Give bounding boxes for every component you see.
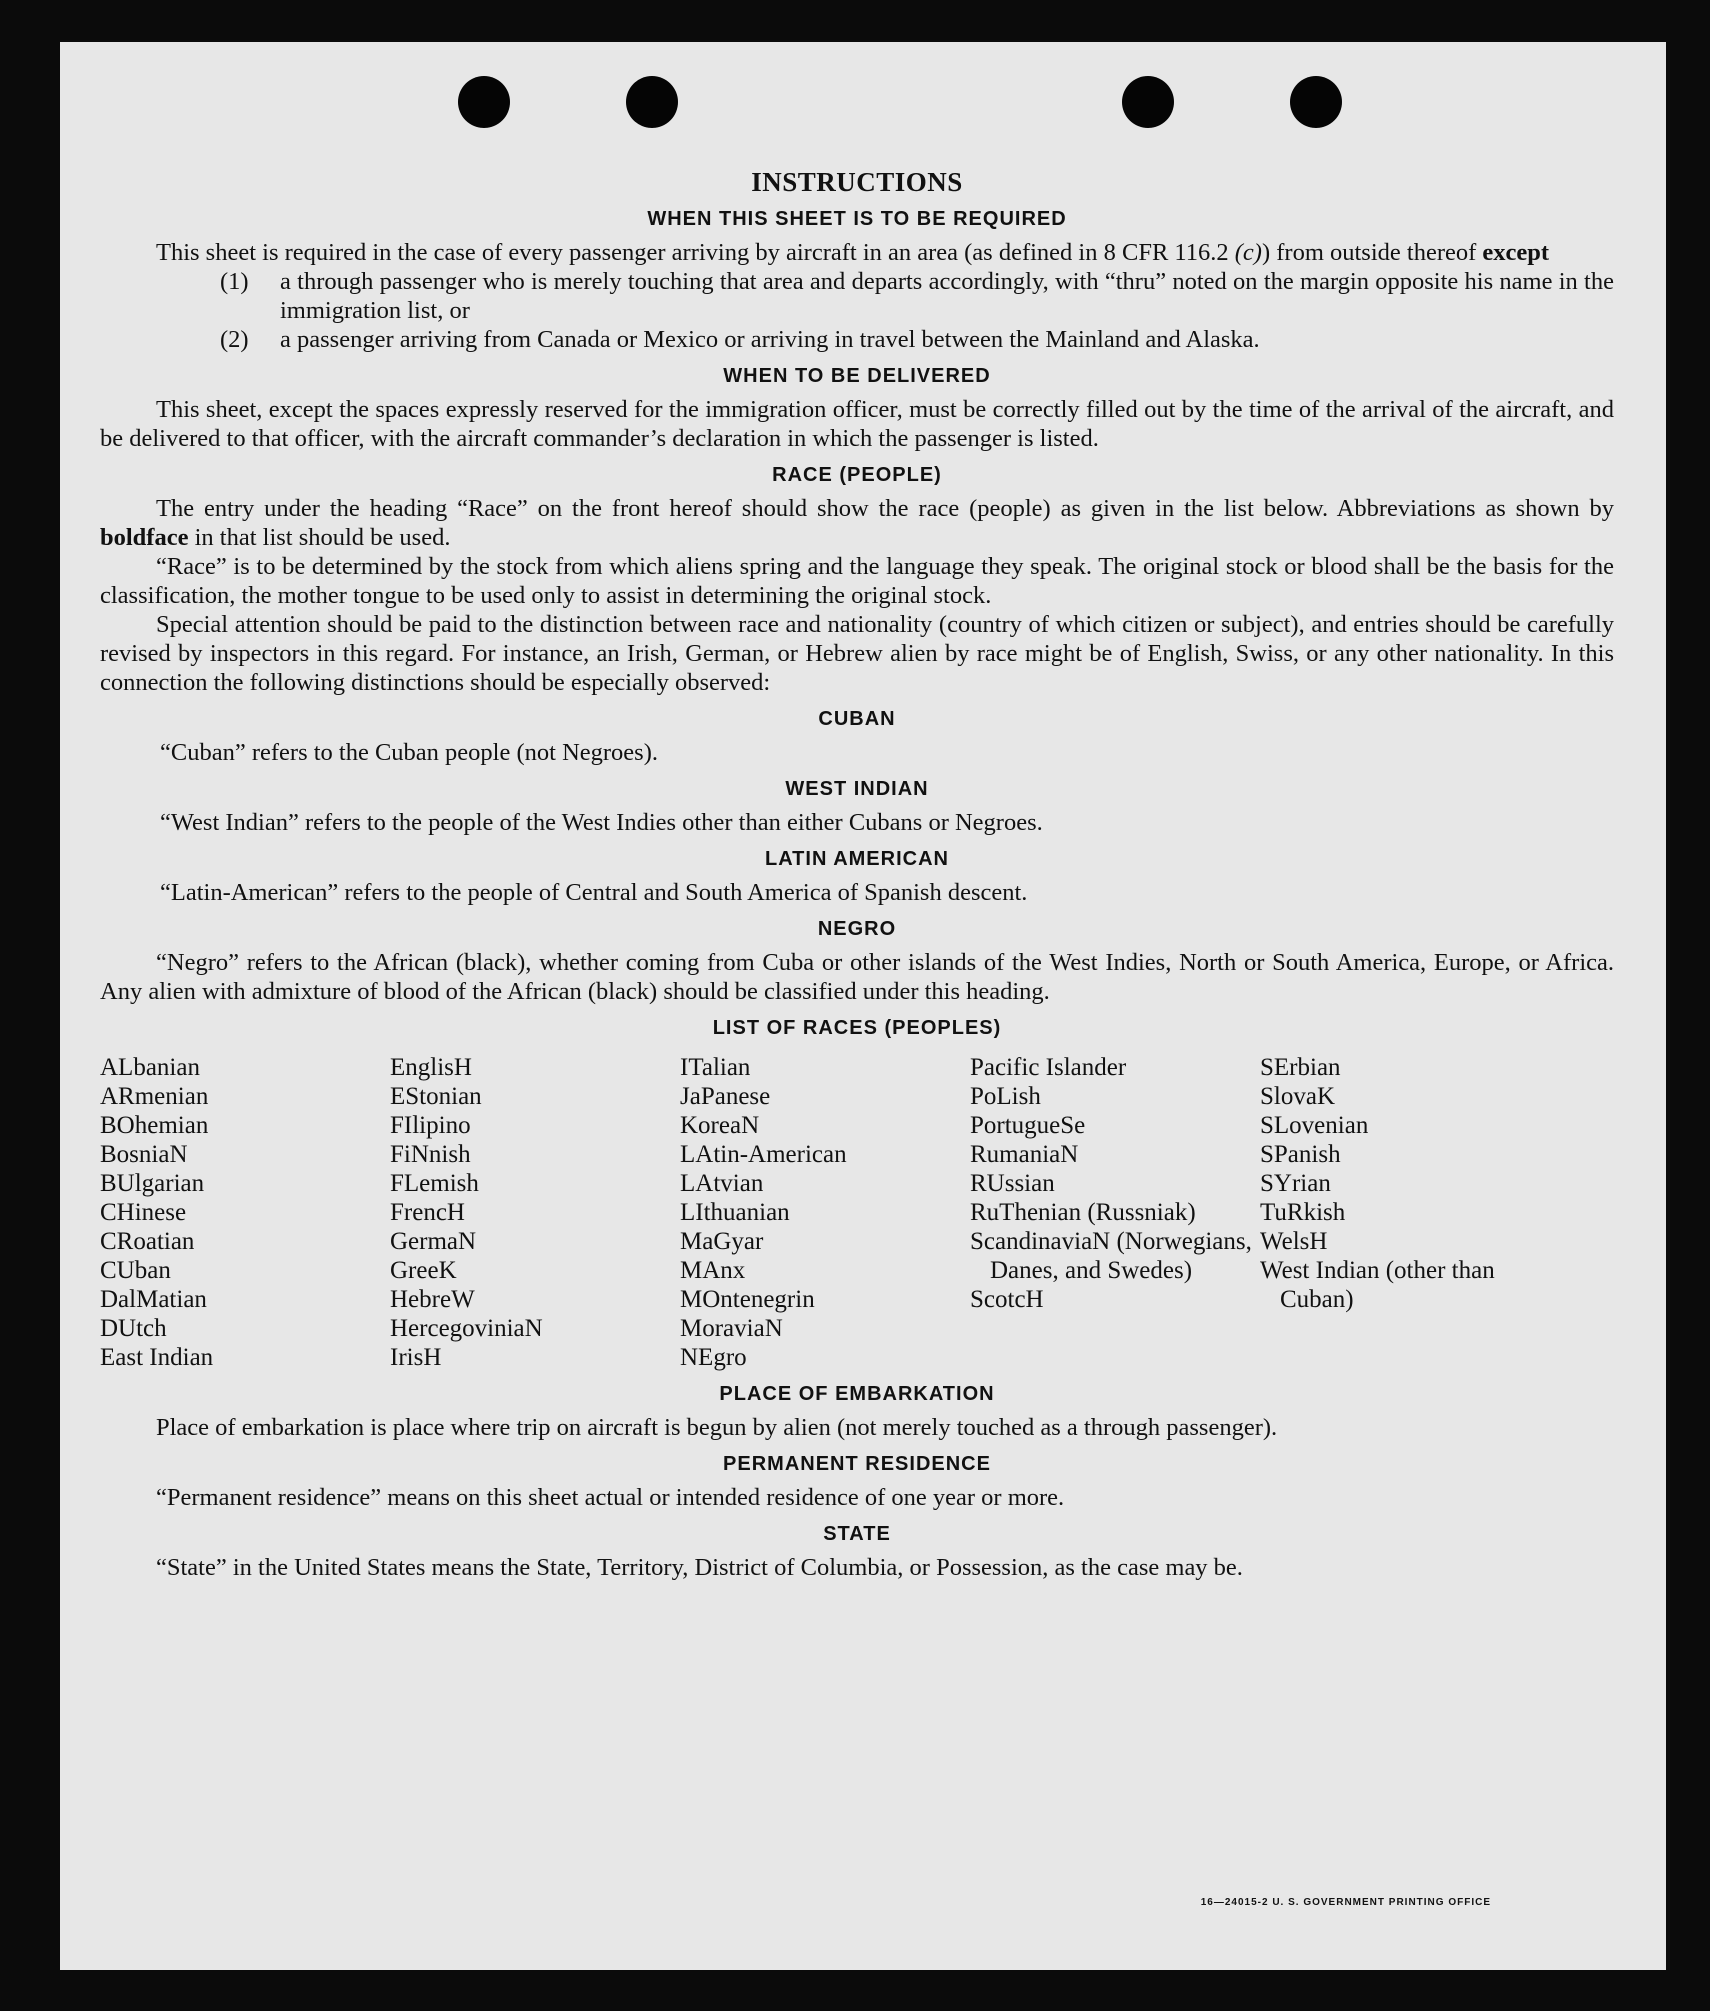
race-entry: ScotcH xyxy=(970,1286,1044,1313)
race-entry: RumaniaN xyxy=(970,1141,1079,1168)
section-heading: PERMANENT RESIDENCE xyxy=(723,1453,991,1475)
paragraph: This sheet, except the spaces expressly reserved for the immigration officer, must be correctly filled out by the time of the arrival of the aircraft, and be delivered to that officer, with the aircraft commander’s declaration in which the passenger is listed. xyxy=(100,396,1614,452)
paragraph: This sheet is required in the case of every passenger arriving by aircraft in an area (as defined in 8 CFR 116.2 (c)) from outside thereof except xyxy=(156,239,1550,266)
paragraph: “Negro” refers to the African (black), whether coming from Cuba or other islands of the West Indies, North or South America, Europe, or Africa. Any alien with admixture of blood of the African (black) should be classified under this heading. xyxy=(100,949,1614,1005)
race-entry: DalMatian xyxy=(100,1286,207,1313)
race-entry: SPanish xyxy=(1260,1141,1341,1168)
page-title: INSTRUCTIONS xyxy=(751,167,963,197)
instructions-body xyxy=(100,168,1614,1582)
race-entry: PortugueSe xyxy=(970,1112,1086,1139)
paragraph: “West Indian” refers to the people of the West Indies other than either Cubans or Negroes. xyxy=(160,809,1043,836)
race-entry: FiNnish xyxy=(390,1141,471,1168)
race-entry: SlovaK xyxy=(1260,1083,1335,1110)
race-entry: WelsH xyxy=(1260,1228,1328,1255)
race-entry: GreeK xyxy=(390,1257,457,1284)
list-item: (1) a through passenger who is merely touching that area and departs accordingly, with “thru” noted on the margin opposite his name in the immigration list, or xyxy=(220,268,1614,324)
section-heading: CUBAN xyxy=(818,708,896,730)
race-entry: FLemish xyxy=(390,1170,479,1197)
race-entry: MOntenegrin xyxy=(680,1286,815,1313)
race-entry: DUtch xyxy=(100,1315,167,1342)
race-entry: RuThenian (Russniak) xyxy=(970,1199,1196,1226)
race-entry: IrisH xyxy=(390,1344,442,1371)
list-item: (2) a passenger arriving from Canada or Mexico or arriving in travel between the Mainland and Alaska. xyxy=(220,326,1260,353)
section-heading: WHEN TO BE DELIVERED xyxy=(723,365,991,387)
race-entry: PoLish xyxy=(970,1083,1041,1110)
race-entry: ScandinaviaN (Norwegians, Danes, and Swedes) xyxy=(970,1228,1252,1284)
race-entry: RUssian xyxy=(970,1170,1055,1197)
punch-hole xyxy=(1122,76,1174,128)
section-heading: RACE (PEOPLE) xyxy=(772,464,942,486)
paragraph: Place of embarkation is place where trip on aircraft is begun by alien (not merely touched as a through passenger). xyxy=(156,1414,1278,1441)
document-page xyxy=(60,42,1666,1970)
paragraph: “State” in the United States means the State, Territory, District of Columbia, or Possession, as the case may be. xyxy=(156,1554,1243,1581)
section-heading: WEST INDIAN xyxy=(785,778,929,800)
race-column xyxy=(390,1053,680,1372)
printer-imprint: 16—24015-2 U. S. GOVERNMENT PRINTING OFFICE xyxy=(1200,1897,1491,1908)
race-entry: HebreW xyxy=(390,1286,475,1313)
race-entry: EnglisH xyxy=(390,1054,472,1081)
race-column xyxy=(100,1053,390,1372)
race-list xyxy=(100,1053,1614,1372)
race-entry: TuRkish xyxy=(1260,1199,1346,1226)
section-heading: LATIN AMERICAN xyxy=(765,848,949,870)
paragraph: “Race” is to be determined by the stock from which aliens spring and the language they speak. The original stock or blood shall be the basis for the classification, the mother tongue to be used only to assist in determining the original stock. xyxy=(100,553,1614,609)
race-entry: EStonian xyxy=(390,1083,482,1110)
punch-hole xyxy=(626,76,678,128)
race-entry: FrencH xyxy=(390,1199,465,1226)
race-entry: ITalian xyxy=(680,1054,751,1081)
race-entry: FIlipino xyxy=(390,1112,471,1139)
section-heading: STATE xyxy=(823,1523,891,1545)
race-entry: KoreaN xyxy=(680,1112,760,1139)
race-entry: CRoatian xyxy=(100,1228,195,1255)
paragraph: The entry under the heading “Race” on the front hereof should show the race (people) as given in the list below. Abbreviations as shown by boldface in that list should be used. xyxy=(100,495,1614,551)
section-heading: WHEN THIS SHEET IS TO BE REQUIRED xyxy=(647,208,1067,230)
race-entry: NEgro xyxy=(680,1344,747,1371)
race-column xyxy=(970,1053,1260,1372)
race-entry: BOhemian xyxy=(100,1112,209,1139)
section-heading: PLACE OF EMBARKATION xyxy=(719,1383,995,1405)
race-entry: MoraviaN xyxy=(680,1315,783,1342)
race-entry: Pacific Islander xyxy=(970,1054,1127,1081)
race-entry: LAtin-American xyxy=(680,1141,847,1168)
race-entry: HercegoviniaN xyxy=(390,1315,543,1342)
race-entry: SYrian xyxy=(1260,1170,1331,1197)
race-entry: LAtvian xyxy=(680,1170,764,1197)
race-entry: JaPanese xyxy=(680,1083,771,1110)
race-column xyxy=(680,1053,970,1372)
race-entry: GermaN xyxy=(390,1228,477,1255)
race-entry: ARmenian xyxy=(100,1083,209,1110)
race-entry: MaGyar xyxy=(680,1228,764,1255)
race-entry: SLovenian xyxy=(1260,1112,1369,1139)
punch-hole xyxy=(1290,76,1342,128)
race-entry: SErbian xyxy=(1260,1054,1341,1081)
paragraph: “Cuban” refers to the Cuban people (not Negroes). xyxy=(160,739,658,766)
section-heading: LIST OF RACES (PEOPLES) xyxy=(712,1017,1002,1039)
race-entry: CUban xyxy=(100,1257,171,1284)
race-entry: ALbanian xyxy=(100,1054,200,1081)
section-heading: NEGRO xyxy=(817,918,897,940)
race-entry: West Indian (other than Cuban) xyxy=(1260,1257,1495,1313)
race-entry: BosniaN xyxy=(100,1141,188,1168)
race-entry: East Indian xyxy=(100,1344,214,1371)
race-entry: BUlgarian xyxy=(100,1170,205,1197)
race-entry: CHinese xyxy=(100,1199,187,1226)
paragraph: “Permanent residence” means on this sheet actual or intended residence of one year or more. xyxy=(156,1484,1065,1511)
race-entry: MAnx xyxy=(680,1257,746,1284)
paragraph: “Latin-American” refers to the people of Central and South America of Spanish descent. xyxy=(160,879,1028,906)
race-entry: LIthuanian xyxy=(680,1199,790,1226)
punch-hole xyxy=(458,76,510,128)
race-column xyxy=(1260,1053,1514,1372)
paragraph: Special attention should be paid to the distinction between race and nationality (country of which citizen or subject), and entries should be carefully revised by inspectors in this regard. For instance, an Irish, German, or Hebrew alien by race might be of English, Swiss, or any other nationality. In this connection the following distinctions should be especially observed: xyxy=(100,611,1614,696)
